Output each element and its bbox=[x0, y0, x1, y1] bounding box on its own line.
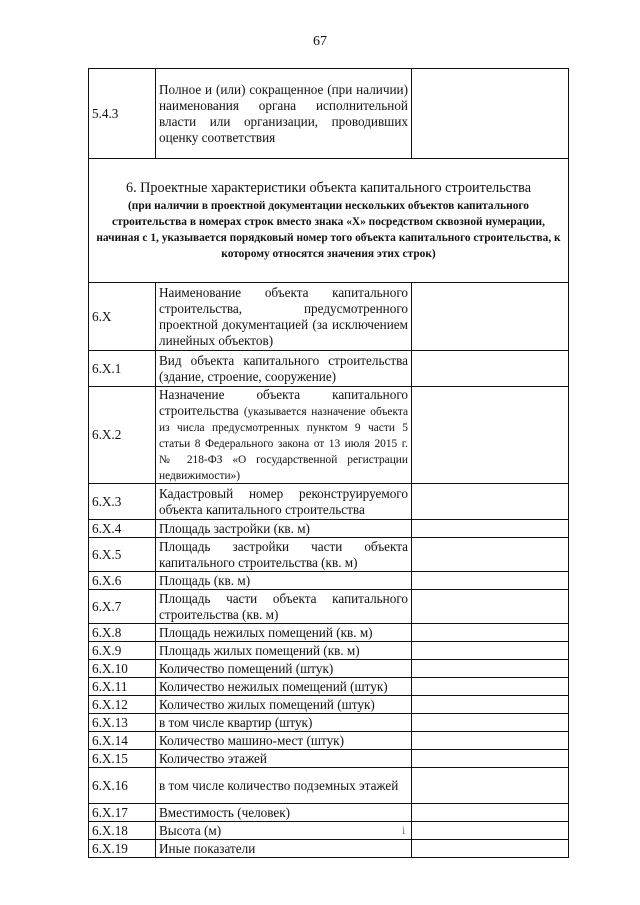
row-name: Площадь застройки части объекта капитального строительства (кв. м) bbox=[156, 538, 412, 572]
value-cell bbox=[412, 714, 569, 732]
row-name-main: Назначение объекта капитального строительства bbox=[159, 387, 408, 418]
row-number: 5.4.3 bbox=[89, 69, 156, 159]
row-name: Кадастровый номер реконструируемого объекта капитального строительства bbox=[156, 484, 412, 520]
row-name: Площадь (кв. м) bbox=[156, 572, 412, 590]
table-row bbox=[89, 351, 569, 387]
row-number: 6.X.10 bbox=[89, 660, 156, 678]
row-number: 6.X.6 bbox=[89, 572, 156, 590]
row-number: 6.X.11 bbox=[89, 678, 156, 696]
table-row bbox=[89, 283, 569, 351]
table-row bbox=[89, 714, 569, 732]
value-cell bbox=[412, 624, 569, 642]
row-name: Площадь нежилых помещений (кв. м) bbox=[156, 624, 412, 642]
value-cell bbox=[412, 804, 569, 822]
row-number: 6.X bbox=[89, 283, 156, 351]
value-cell bbox=[412, 822, 569, 840]
value-cell bbox=[412, 732, 569, 750]
section-title: 6. Проектные характеристики объекта капитального строительства bbox=[125, 179, 531, 196]
value-cell bbox=[412, 696, 569, 714]
row-number: 6.X.16 bbox=[89, 768, 156, 804]
table-row bbox=[89, 69, 569, 159]
value-cell bbox=[412, 572, 569, 590]
row-number: 6.X.19 bbox=[89, 840, 156, 858]
row-number: 6.X.14 bbox=[89, 732, 156, 750]
value-cell bbox=[412, 484, 569, 520]
value-cell bbox=[412, 678, 569, 696]
table-row bbox=[89, 696, 569, 714]
row-number: 6.X.3 bbox=[89, 484, 156, 520]
row-name: Количество нежилых помещений (штук) bbox=[156, 678, 412, 696]
table-row bbox=[89, 750, 569, 768]
section-note: (при наличии в проектной документации нескольких объектов капитального строительства в номерах строк вместо знака «X» посредством сквозной нумерации, начиная с 1, указывается порядковый номер того объекта капитального строительства, к которому относятся значения этих строк) bbox=[96, 199, 561, 260]
value-cell bbox=[412, 520, 569, 538]
row-number: 6.X.12 bbox=[89, 696, 156, 714]
section-header bbox=[89, 159, 569, 283]
row-name bbox=[156, 387, 412, 484]
row-number: 6.X.17 bbox=[89, 804, 156, 822]
value-cell bbox=[412, 351, 569, 387]
characteristics-table bbox=[88, 68, 569, 858]
value-cell bbox=[412, 590, 569, 624]
row-name: в том числе квартир (штук) bbox=[156, 714, 412, 732]
row-name: в том числе количество подземных этажей bbox=[156, 768, 412, 804]
value-cell bbox=[412, 283, 569, 351]
row-number: 6.X.18 bbox=[89, 822, 156, 840]
row-name: Вид объекта капитального строительства (здание, строение, сооружение) bbox=[156, 351, 412, 387]
row-name: Количество помещений (штук) bbox=[156, 660, 412, 678]
value-cell bbox=[412, 768, 569, 804]
row-name: Полное и (или) сокращенное (при наличии) наименования органа исполнительной власти или организации, проводивших оценку соответствия bbox=[156, 69, 412, 159]
table-row bbox=[89, 590, 569, 624]
value-cell bbox=[412, 538, 569, 572]
table-row bbox=[89, 520, 569, 538]
row-name: Иные показатели bbox=[156, 840, 412, 858]
table-row bbox=[89, 387, 569, 484]
row-number: 6.X.4 bbox=[89, 520, 156, 538]
row-name: Площадь части объекта капитального строительства (кв. м) bbox=[156, 590, 412, 624]
section-header-row bbox=[89, 159, 569, 283]
table-row bbox=[89, 732, 569, 750]
row-name: Количество этажей bbox=[156, 750, 412, 768]
page-number: 67 bbox=[313, 34, 327, 49]
row-name-note: (указывается назначение объекта из числа предусмотренных пунктом 9 части 5 статьи 8 Федерального закона от 13 июля 2015 г. № 218-ФЗ «О государственной регистрации недвижимости») bbox=[159, 406, 408, 482]
row-name: Площадь жилых помещений (кв. м) bbox=[156, 642, 412, 660]
row-name: Количество машино-мест (штук) bbox=[156, 732, 412, 750]
table-row bbox=[89, 572, 569, 590]
table-row bbox=[89, 484, 569, 520]
row-number: 6.X.8 bbox=[89, 624, 156, 642]
scan-mark: ⅰ bbox=[402, 826, 406, 837]
table-row bbox=[89, 678, 569, 696]
row-number: 6.X.15 bbox=[89, 750, 156, 768]
row-number: 6.X.1 bbox=[89, 351, 156, 387]
row-name: Количество жилых помещений (штук) bbox=[156, 696, 412, 714]
table-row bbox=[89, 538, 569, 572]
table-row bbox=[89, 804, 569, 822]
value-cell bbox=[412, 660, 569, 678]
value-cell bbox=[412, 642, 569, 660]
table-row bbox=[89, 642, 569, 660]
table-row bbox=[89, 660, 569, 678]
table-row bbox=[89, 624, 569, 642]
row-number: 6.X.13 bbox=[89, 714, 156, 732]
row-number: 6.X.7 bbox=[89, 590, 156, 624]
table-row bbox=[89, 822, 569, 840]
row-name: Площадь застройки (кв. м) bbox=[156, 520, 412, 538]
table-row bbox=[89, 840, 569, 858]
row-name: Вместимость (человек) bbox=[156, 804, 412, 822]
value-cell bbox=[412, 750, 569, 768]
row-name: Наименование объекта капитального строительства, предусмотренного проектной документацией (за исключением линейных объектов) bbox=[156, 283, 412, 351]
value-cell bbox=[412, 840, 569, 858]
row-number: 6.X.5 bbox=[89, 538, 156, 572]
row-number: 6.X.2 bbox=[89, 387, 156, 484]
value-cell bbox=[412, 387, 569, 484]
table-row bbox=[89, 768, 569, 804]
value-cell bbox=[412, 69, 569, 159]
row-number: 6.X.9 bbox=[89, 642, 156, 660]
row-name: Высота (м) bbox=[156, 822, 412, 840]
